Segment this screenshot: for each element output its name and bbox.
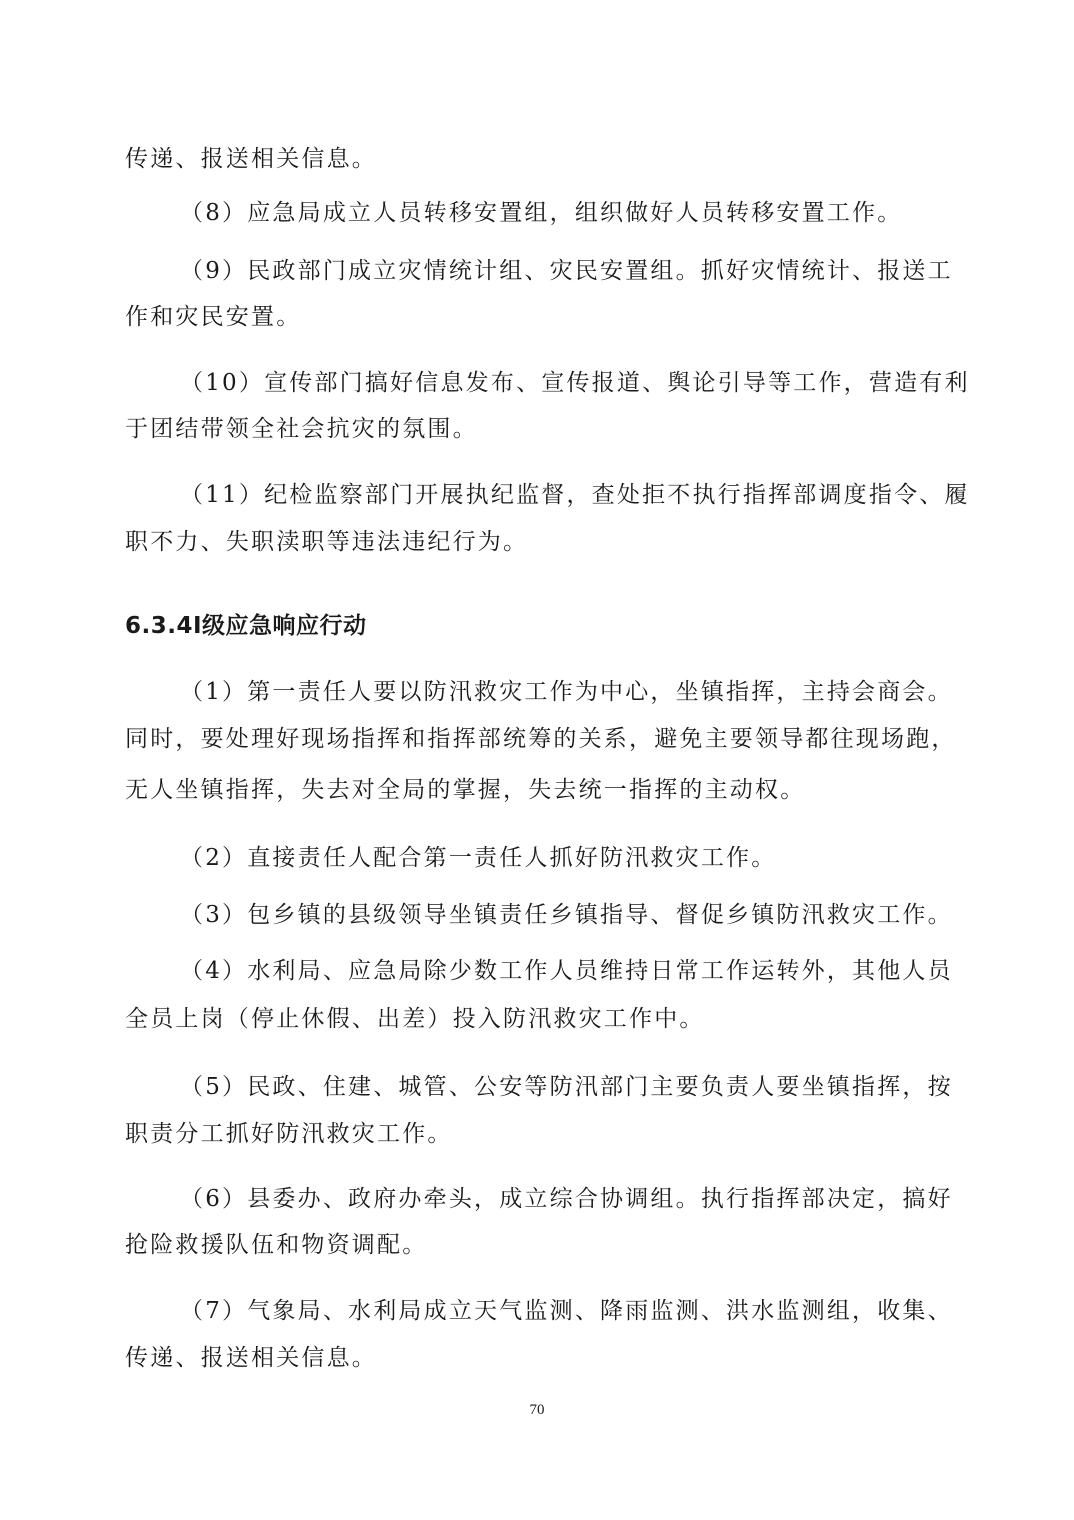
paragraph-line: 全员上岗（停止休假、出差）投入防汛救灾工作中。 <box>125 1006 705 1032</box>
paragraph-line: （9）民政部门成立灾情统计组、灾民安置组。抓好灾情统计、报送工 <box>180 258 953 284</box>
paragraph-line: （2）直接责任人配合第一责任人抓好防汛救灾工作。 <box>180 845 777 871</box>
paragraph-line: （7）气象局、水利局成立天气监测、降雨监测、洪水监测组，收集、 <box>180 1298 953 1324</box>
paragraph-line: （3）包乡镇的县级领导坐镇责任乡镇指导、督促乡镇防汛救灾工作。 <box>180 902 953 928</box>
paragraph-line: 同时，要处理好现场指挥和指挥部统筹的关系，避免主要领导都往现场跑， <box>125 726 957 752</box>
paragraph-line: （1）第一责任人要以防汛救灾工作为中心，坐镇指挥，主持会商会。 <box>180 679 953 705</box>
paragraph-line: （11）纪检监察部门开展执纪监督，查处拒不执行指挥部调度指令、履 <box>180 482 970 508</box>
paragraph-line: 抢险救援队伍和物资调配。 <box>125 1232 428 1258</box>
paragraph-line: 传递、报送相关信息。 <box>125 146 377 172</box>
paragraph-line: 职责分工抓好防汛救灾工作。 <box>125 1121 453 1147</box>
paragraph-line: 传递、报送相关信息。 <box>125 1345 377 1371</box>
paragraph-line: （6）县委办、政府办牵头，成立综合协调组。执行指挥部决定，搞好 <box>180 1186 953 1212</box>
paragraph-line: 于团结带领全社会抗灾的氛围。 <box>125 416 478 442</box>
paragraph-line: （10）宣传部门搞好信息发布、宣传报道、舆论引导等工作，营造有利 <box>180 370 970 396</box>
paragraph-line: 作和灾民安置。 <box>125 304 302 330</box>
page-number: 70 <box>529 1402 545 1418</box>
section-heading: 6.3.4Ⅰ级应急响应行动 <box>125 613 367 639</box>
paragraph-line: 职不力、失职渎职等违法违纪行为。 <box>125 529 529 555</box>
paragraph-line: 无人坐镇指挥，失去对全局的掌握，失去统一指挥的主动权。 <box>125 777 806 803</box>
paragraph-line: （5）民政、住建、城管、公安等防汛部门主要负责人要坐镇指挥，按 <box>180 1074 953 1100</box>
paragraph-line: （4）水利局、应急局除少数工作人员维持日常工作运转外，其他人员 <box>180 958 953 984</box>
paragraph-line: （8）应急局成立人员转移安置组，组织做好人员转移安置工作。 <box>180 200 903 226</box>
